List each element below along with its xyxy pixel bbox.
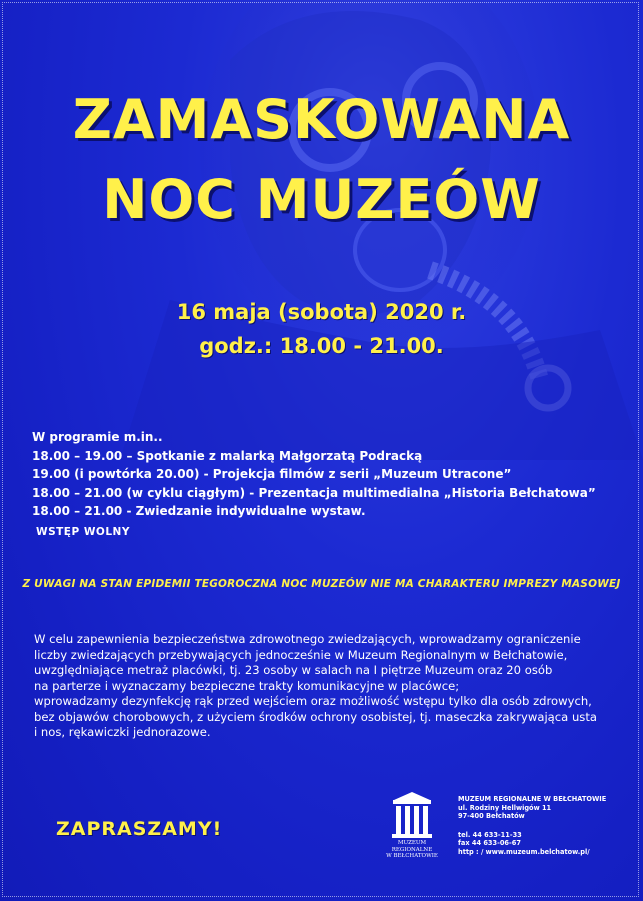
logo-line: REGIONALNE xyxy=(391,846,433,853)
epidemic-notice: Z UWAGI NA STAN EPIDEMII TEGOROCZNA NOC MUZEÓW NIE MA CHARAKTERU IMPREZY MASOWEJ xyxy=(22,578,621,590)
program-heading: W programie m.in.. xyxy=(32,430,163,444)
event-hours: godz.: 18.00 - 21.00. xyxy=(199,334,444,358)
logo-caption xyxy=(382,840,442,860)
paragraph-line: i nos, rękawiczki jednorazowe. xyxy=(34,725,211,739)
contact-info xyxy=(458,795,606,857)
free-entry-label: WSTĘP WOLNY xyxy=(36,526,130,538)
program-item: 18.00 – 21.00 - Zwiedzanie indywidualne wystaw. xyxy=(32,504,366,518)
paragraph-line: wprowadzamy dezynfekcję rąk przed wejściem oraz możliwość wstępu tylko dla osób zdrowych, xyxy=(34,694,592,708)
paragraph-line: liczby zwiedzających przebywających jednocześnie w Muzeum Regionalnym w Bełchatowie, xyxy=(34,647,568,662)
paragraph-line: W celu zapewnienia bezpieczeństwa zdrowotnego zwiedzających, wprowadzamy ograniczenie xyxy=(34,632,581,646)
title-line-1: ZAMASKOWANA xyxy=(72,88,571,151)
program-list xyxy=(32,428,596,521)
invite-text: ZAPRASZAMY! xyxy=(56,818,223,840)
address-street: ul. Rodziny Hellwigów 11 xyxy=(458,803,552,812)
logo-line: W BEŁCHATOWIE xyxy=(386,853,438,859)
paragraph-line: bez objawów chorobowych, z użyciem środków ochrony osobistej, tj. maseczka zakrywająca usta xyxy=(34,709,597,724)
fax-number: fax 44 633-06-67 xyxy=(458,839,521,848)
title-line-2: NOC MUZEÓW xyxy=(102,168,541,231)
program-item: 18.00 – 21.00 (w cyklu ciągłym) - Prezentacja multimedialna „Historia Bełchatowa” xyxy=(32,485,596,500)
event-date: 16 maja (sobota) 2020 r. xyxy=(176,300,467,324)
address-city: 97-400 Bełchatów xyxy=(458,812,525,821)
logo-line: MUZEUM xyxy=(397,840,427,846)
phone-number: tel. 44 633-11-33 xyxy=(458,830,522,839)
safety-paragraph xyxy=(34,632,624,741)
program-item: 19.00 (i powtórka 20.00) - Projekcja filmów z serii „Muzeum Utracone” xyxy=(32,467,512,481)
website-link[interactable]: http : / www.muzeum.belchatow.pl/ xyxy=(458,847,590,856)
paragraph-line: na parterze i wyznaczamy bezpieczne trakty komunikacyjne w placówce; xyxy=(34,678,460,693)
program-item: 18.00 – 19.00 – Spotkanie z malarką Małgorzatą Podracką xyxy=(32,448,423,463)
museum-name: MUZEUM REGIONALNE W BEŁCHATOWIE xyxy=(458,795,607,803)
paragraph-line: uwzględniające metraż placówki, tj. 23 osoby w salach na I piętrze Muzeum oraz 20 osób xyxy=(34,663,553,677)
